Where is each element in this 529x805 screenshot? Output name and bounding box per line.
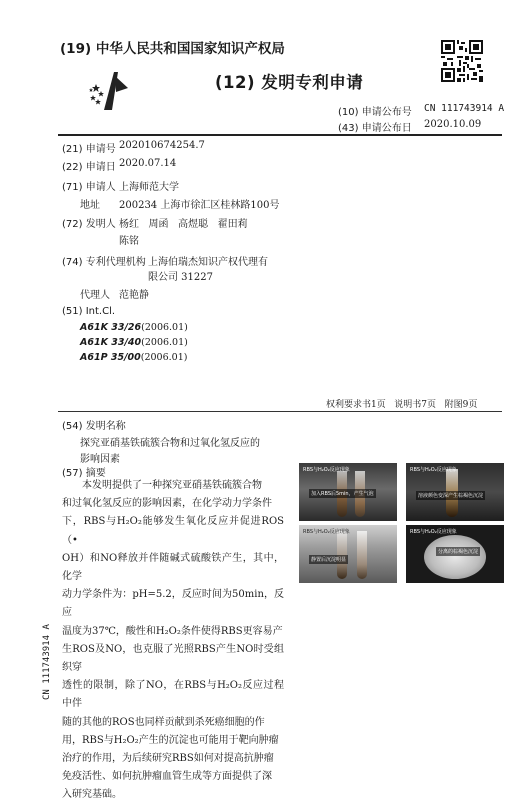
agency-continued: 限公司 31227: [148, 272, 213, 283]
abstract-line: 下，RBS与H₂O₂能够发生氧化反应并促进ROS（•: [62, 516, 284, 546]
applicant-label: (71) 申请人: [62, 182, 116, 193]
abstract-label: (57) 摘要: [62, 468, 106, 479]
abstract-figure-1: [299, 463, 397, 521]
abstract-line: 入研究基础。: [62, 789, 122, 801]
figure-caption: RBS与H₂O₂反应现象: [410, 529, 457, 535]
ipc-entry: A61K 33/40(2006.01): [80, 337, 188, 348]
address-label: 地址: [80, 200, 100, 211]
header-divider: [58, 134, 502, 136]
publication-date-label: (43) 申请公布日: [338, 123, 412, 134]
abstract-line: 温度为37℃，酸性和H₂O₂条件使得RBS更容易产: [62, 625, 283, 637]
invention-title-continued: 影响因素: [80, 454, 120, 465]
document-type: (12) 发明专利申请: [215, 73, 364, 92]
agency: 上海伯瑞杰知识产权代理有: [148, 257, 268, 268]
abstract-line: 生ROS及NO，也克服了光照RBS产生NO时受组织穿: [62, 643, 284, 674]
figure-tag: 静置后沉淀明显: [311, 557, 347, 563]
inventors: 杨红 周函 高煜聪 翟田莉: [119, 219, 248, 230]
issuing-office: (19) 中华人民共和国国家知识产权局: [60, 41, 285, 57]
cnipa-logo-icon: [88, 68, 136, 112]
abstract-text: [62, 477, 284, 805]
abstract-line: 本发明提供了一种探究亚硝基铁硫簇合物: [82, 480, 262, 491]
abstract-line: 动力学条件为：pH=5.2，反应时间为50min，反应: [62, 589, 284, 619]
figure-caption: RBS与H₂O₂反应现象: [410, 467, 457, 473]
abstract-line: 随的其他的ROS也同样贡献到杀死癌细胞的作: [62, 716, 265, 728]
application-number-label: (21) 申请号: [62, 144, 116, 155]
abstract-figure-3: [299, 525, 397, 583]
title-label: (54) 发明名称: [62, 421, 126, 432]
agent: 范艳静: [119, 290, 149, 301]
application-date-label: (22) 申请日: [62, 162, 116, 173]
abstract-line: 用，RBS与H₂O₂产生的沉淀也可能用于靶向肿瘤: [62, 734, 279, 746]
application-number: 202010674254.7: [119, 140, 205, 151]
invention-title: 探究亚硝基铁硫簇合物和过氧化氢反应的: [80, 438, 260, 449]
applicant: 上海师范大学: [119, 182, 179, 193]
int-cl-label: (51) Int.Cl.: [62, 306, 116, 317]
abstract-figure-2: [406, 463, 504, 521]
address: 200234 上海市徐汇区桂林路100号: [119, 200, 280, 211]
agency-label: (74) 专利代理机构: [62, 257, 146, 268]
figure-caption: RBS与H₂O₂反应现象: [303, 467, 350, 473]
publication-date: 2020.10.09: [424, 119, 482, 130]
pages-divider: [58, 411, 502, 412]
figure-tag: 分离的棕褐色沉淀: [438, 549, 479, 555]
inventors-continued: 陈铭: [119, 236, 139, 247]
publication-number-label: (10) 申请公布号: [338, 107, 412, 118]
agent-label: 代理人: [80, 290, 110, 301]
publication-number: CN 111743914 A: [424, 103, 505, 114]
qr-code-icon: [441, 40, 483, 82]
ipc-entry: A61P 35/00(2006.01): [80, 352, 188, 363]
abstract-line: 透性的限制，除了NO，在RBS与H₂O₂反应过程中伴: [62, 680, 284, 710]
abstract-line: 免疫活性、如何抗肿瘤血管生成等方面提供了深: [62, 771, 272, 783]
ipc-entry: A61K 33/26(2006.01): [80, 322, 188, 333]
abstract-figure-4: [406, 525, 504, 583]
inventors-label: (72) 发明人: [62, 219, 116, 230]
figure-caption: RBS与H₂O₂反应现象: [303, 529, 350, 535]
abstract-line: 和过氧化氢反应的影响因素，在化学动力学条件: [62, 498, 272, 510]
abstract-line: 治疗的作用，为后续研究RBS如何对提高抗肿瘤: [62, 753, 274, 765]
page-counts: 权利要求书1页 说明书7页 附图9页: [326, 400, 478, 410]
abstract-line: OH）和NO释放并伴随碱式硫酸铁产生，其中，化学: [62, 552, 284, 583]
application-date: 2020.07.14: [119, 158, 177, 169]
figure-tag: 溶液颜色变深产生棕褐色沉淀: [418, 493, 484, 499]
side-publication-number: CN 111743914 A: [42, 624, 52, 700]
figure-tag: 加入RBS后5min，产生气泡: [311, 491, 374, 497]
